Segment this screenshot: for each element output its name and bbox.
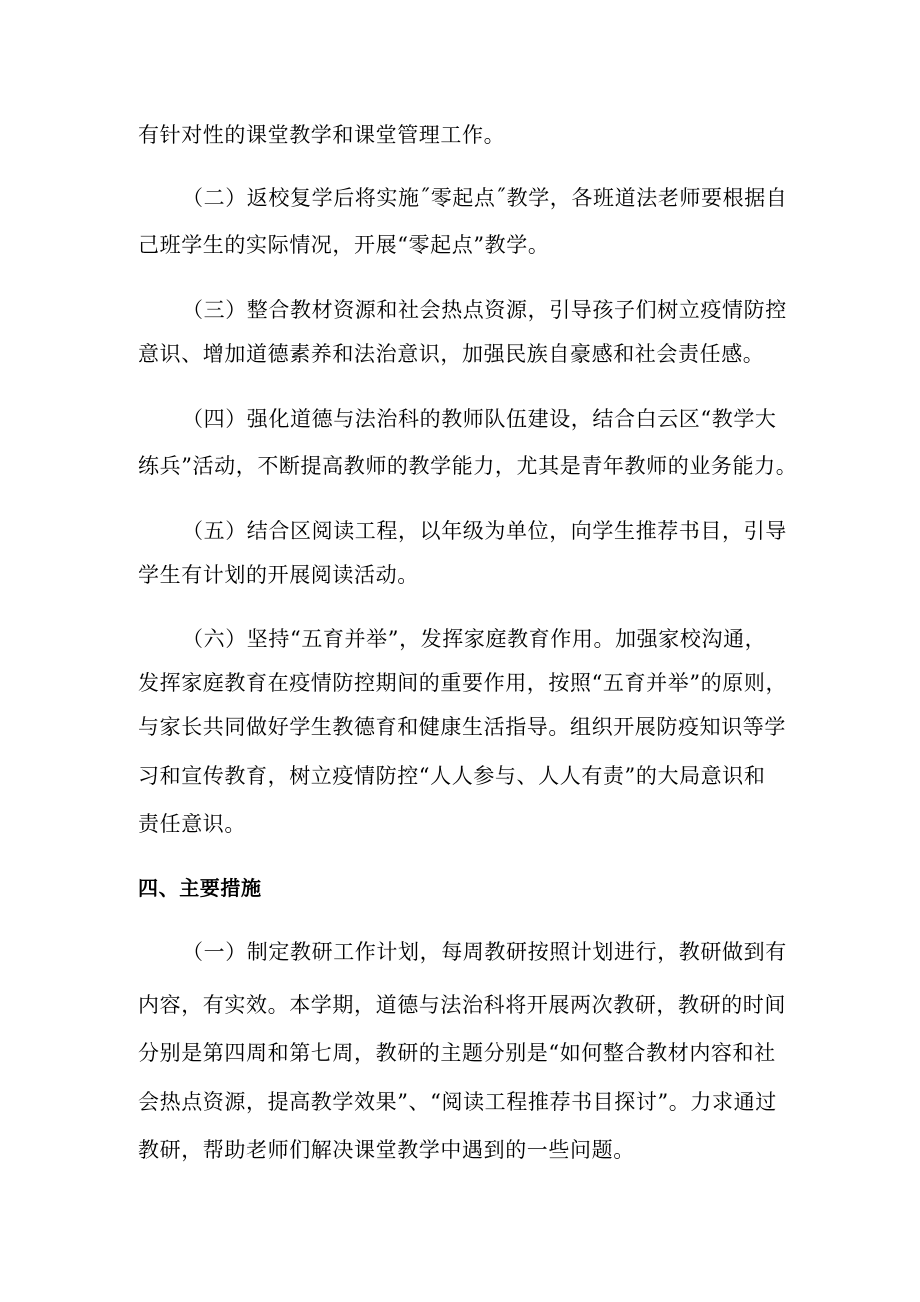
text-line: 内容，有实效。本学期，道德与法治科将开展两次教研，教研的时间 <box>138 993 786 1017</box>
section-heading: 四、主要措施 <box>138 876 262 900</box>
text-line: 分别是第四周和第七周，教研的主题分别是“如何整合教材内容和社 <box>138 1041 776 1065</box>
text-line: （五）结合区阅读工程，以年级为单位，向学生推荐书目，引导 <box>182 519 787 543</box>
text-line: 会热点资源，提高教学效果”、“阅读工程推荐书目探讨”。力求通过 <box>138 1090 777 1114</box>
text-line: 教研，帮助老师们解决课堂教学中遇到的一些问题。 <box>138 1138 635 1162</box>
text-line: 习和宣传教育，树立疫情防控“人人参与、人人有责”的大局意识和 <box>138 764 766 788</box>
text-line: 发挥家庭教育在疫情防控期间的重要作用，按照“五育并举”的原则， <box>138 671 788 695</box>
text-line: （六）坚持“五育并举”，发挥家庭教育作用。加强家校沟通， <box>182 627 767 651</box>
text-line: 练兵”活动，不断提高教师的教学能力，尤其是青年教师的业务能力。 <box>138 454 798 478</box>
text-line: 责任意识。 <box>138 812 246 836</box>
text-line: 己班学生的实际情况，开展“零起点”教学。 <box>138 233 550 257</box>
text-line: 意识、增加道德素养和法治意识，加强民族自豪感和社会责任感。 <box>138 342 765 366</box>
text-line: 有针对性的课堂教学和课堂管理工作。 <box>138 123 506 147</box>
text-line: （三）整合教材资源和社会热点资源，引导孩子们树立疫情防控 <box>182 298 787 322</box>
text-line: 与家长共同做好学生教德育和健康生活指导。组织开展防疫知识等学 <box>138 715 786 739</box>
text-line: 学生有计划的开展阅读活动。 <box>138 563 419 587</box>
text-line: （一）制定教研工作计划，每周教研按照计划进行，教研做到有 <box>182 940 787 964</box>
text-line: （四）强化道德与法治科的教师队伍建设，结合白云区“教学大 <box>182 407 777 431</box>
text-line: （二）返校复学后将实施˝零起点˝教学，各班道法老师要根据自 <box>182 186 788 210</box>
